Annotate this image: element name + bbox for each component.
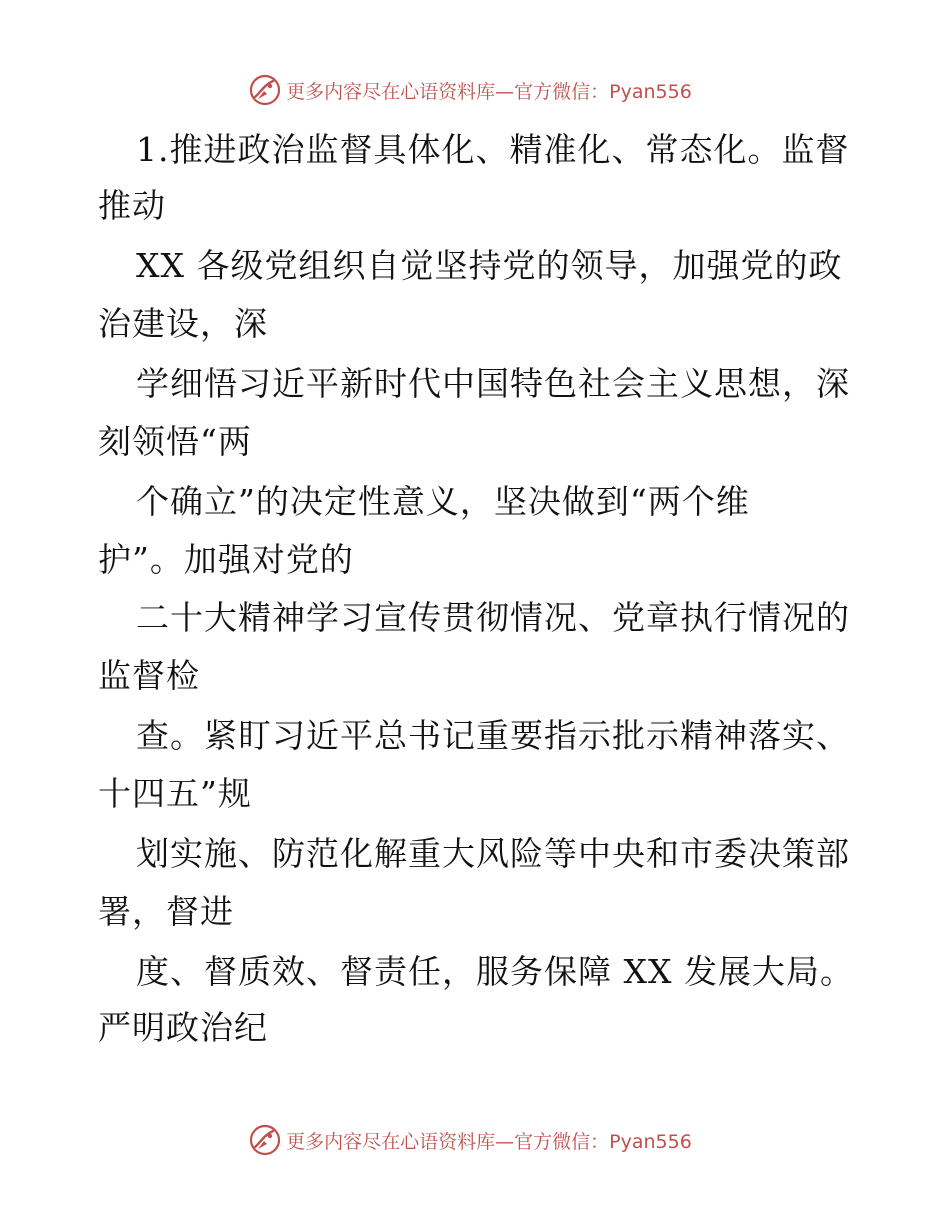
text-line: 个确立”的决定性意义，坚决做到“两个维 (136, 482, 750, 521)
pen-seal-icon (248, 1123, 282, 1157)
text-line: 查。紧盯习近平总书记重要指示批示精神落实、 (136, 716, 850, 755)
pen-seal-icon (248, 73, 282, 107)
text-line: 护”。加强对党的 (98, 540, 354, 579)
text-line: 严明政治纪 (98, 1008, 268, 1047)
text-line: 治建设，深 (98, 304, 268, 343)
watermark-text: 更多内容尽在心语资料库—官方微信：Pyan556 (286, 80, 692, 103)
text-line: 二十大精神学习宣传贯彻情况、党章执行情况的 (136, 598, 850, 637)
text-line: 署，督进 (98, 892, 234, 931)
header-watermark (0, 70, 950, 110)
text-line: 推动 (98, 186, 166, 225)
watermark-text: 更多内容尽在心语资料库—官方微信：Pyan556 (286, 1130, 692, 1153)
text-line: XX 各级党组织自觉坚持党的领导，加强党的政 (136, 246, 843, 285)
text-line: 学细悟习近平新时代中国特色社会主义思想，深 (136, 364, 850, 403)
text-line: 监督检 (98, 656, 200, 695)
text-line: 刻领悟“两 (98, 422, 252, 461)
text-line: 1.推进政治监督具体化、精准化、常态化。监督 (136, 130, 850, 169)
footer-watermark (0, 1120, 950, 1160)
text-line: 划实施、防范化解重大风险等中央和市委决策部 (136, 834, 850, 873)
text-line: 十四五”规 (98, 774, 252, 813)
text-line: 度、督质效、督责任，服务保障 XX 发展大局。 (136, 952, 854, 991)
